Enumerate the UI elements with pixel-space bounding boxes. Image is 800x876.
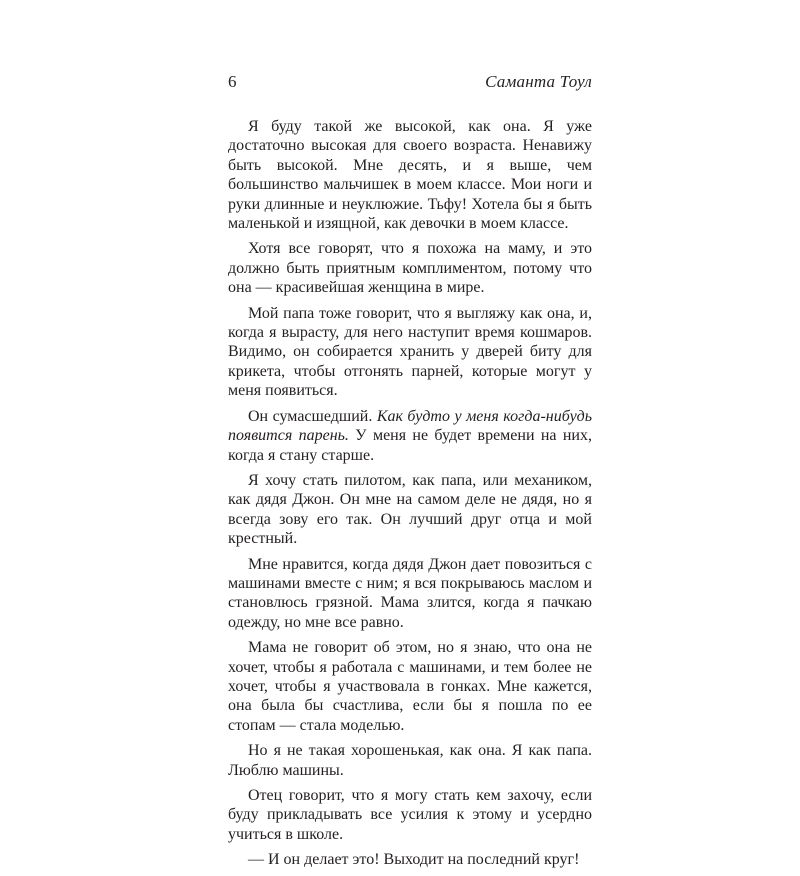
paragraph-4-end: У меня не будет времени на них, когда я стану старше. bbox=[228, 427, 592, 464]
body-text bbox=[228, 117, 592, 876]
running-head bbox=[228, 72, 592, 96]
running-title: Саманта Тоул bbox=[485, 72, 592, 91]
paragraph-7: Мама не говорит об этом, но я знаю, что она не хочет, чтобы я работала с машинами, и тем более не хочет, чтобы я участвовала в гонках. Мне кажется, она была бы счастлива, если бы я пошла по ее стопам — стала моделью. bbox=[228, 639, 592, 734]
paragraph-2: Хотя все говорят, что я похожа на маму, и это должно быть приятным комплиментом, потому что она — красивейшая женщина в мире. bbox=[228, 240, 592, 297]
paragraph-1: Я буду такой же высокой, как она. Я уже достаточно высокая для своего возраста. Ненавижу быть высокой. Мне десять, и я выше, чем большинство мальчишек в моем классе. Мои ноги и руки длинные и неуклюжие. Тьфу! Хотела бы я быть маленькой и изящной, как девочки в моем классе. bbox=[228, 118, 592, 233]
page-number: 6 bbox=[228, 72, 237, 91]
paragraph-8: Но я не такая хорошенькая, как она. Я как папа. Люблю машины. bbox=[228, 742, 592, 779]
paragraph-10: — И он делает это! Выходит на последний круг! bbox=[248, 851, 580, 869]
paragraph-4 bbox=[228, 407, 592, 465]
paragraph-6: Мне нравится, когда дядя Джон дает повозиться с машинами вместе с ним; я вся покрываюсь маслом и становлюсь грязной. Мама злится, когда я пачкаю одежду, но мне все равно. bbox=[228, 555, 592, 631]
paragraph-3: Мой папа тоже говорит, что я выгляжу как она, и, когда я вырасту, для него наступит время кошмаров. Видимо, он собирается хранить у дверей биту для крикета, чтобы отгонять парней, которые могут у меня появиться. bbox=[228, 304, 592, 400]
paragraph-4-italic: Как будто у меня когда-нибудь появится парень. bbox=[228, 407, 592, 445]
paragraph-5: Я хочу стать пилотом, как папа, или механиком, как дядя Джон. Он мне на самом деле не дядя, но я всегда зову его так. Он лучший друг отца и мой крестный. bbox=[228, 471, 592, 548]
paragraph-9: Отец говорит, что я могу стать кем захочу, если буду прикладывать все усилия к этому и усердно учиться в школе. bbox=[228, 787, 592, 843]
paragraph-4-start: Он сумасшедший. bbox=[248, 407, 377, 425]
